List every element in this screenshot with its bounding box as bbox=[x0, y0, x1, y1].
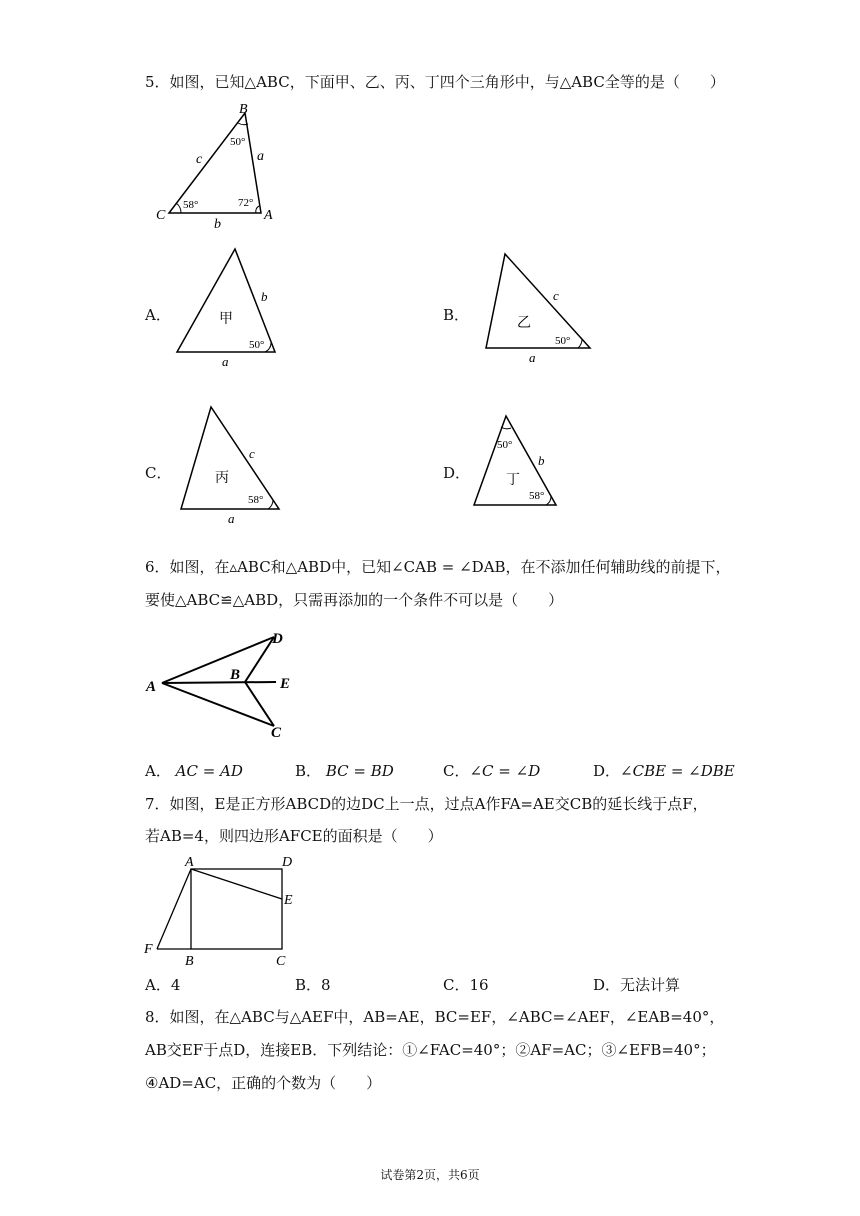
q5-side-b: b bbox=[214, 217, 221, 232]
q6-point-e: E bbox=[280, 676, 291, 692]
q7-option-a[interactable] bbox=[145, 974, 180, 995]
q7-option-d[interactable] bbox=[593, 974, 680, 995]
q7-option-b-label: B． bbox=[295, 976, 322, 994]
q7-option-d-label: D． bbox=[593, 976, 621, 994]
q7-point-b: B bbox=[185, 954, 194, 969]
q6-option-c-text: ∠C = ∠D bbox=[469, 762, 541, 780]
q5-option-d-label[interactable]: D． bbox=[443, 464, 471, 482]
q6-point-b: B bbox=[230, 667, 241, 683]
q7-point-e: E bbox=[284, 893, 293, 908]
q5-option-c-label[interactable]: C． bbox=[145, 464, 172, 482]
q6-option-a-label: A． bbox=[145, 762, 171, 780]
q5-side-c: c bbox=[196, 152, 203, 167]
q6-point-c: C bbox=[271, 725, 282, 741]
q6-stem-line2: 要使△ABC≌△ABD，只需再添加的一个条件不可以是（ ） bbox=[145, 591, 564, 609]
q5-vertex-a: A bbox=[264, 208, 273, 223]
q5-option-b-side2: a bbox=[529, 350, 536, 365]
q6-stem-line1: 6．如图，在▵ABC和△ABD中，已知∠CAB = ∠DAB，在不添加任何辅助线的前提下， bbox=[145, 558, 731, 576]
q6-option-d-label: D． bbox=[593, 762, 621, 780]
q7-point-d: D bbox=[282, 855, 293, 870]
q5-vertex-c: C bbox=[156, 208, 166, 223]
q7-option-a-label: A． bbox=[145, 976, 171, 994]
q5-option-b-angle: 50° bbox=[555, 335, 571, 347]
q5-option-d-angle-top: 50° bbox=[497, 439, 513, 451]
q5-option-d-name: 丁 bbox=[506, 473, 520, 488]
q6-point-a: A bbox=[146, 679, 157, 695]
q7-option-b[interactable] bbox=[295, 974, 331, 995]
q7-point-c: C bbox=[276, 954, 286, 969]
q5-option-b-name: 乙 bbox=[517, 316, 531, 331]
q6-point-d: D bbox=[272, 631, 283, 647]
q5-side-a: a bbox=[257, 149, 264, 164]
q5-angle-a: 72° bbox=[238, 197, 254, 209]
q5-option-a-label[interactable]: A． bbox=[145, 306, 171, 324]
q5-option-c-side1: c bbox=[249, 446, 255, 461]
q5-option-c-angle: 58° bbox=[248, 494, 264, 506]
q5-option-a-name: 甲 bbox=[219, 312, 233, 327]
q8-stem-line3: ④AD=AC，正确的个数为（ ） bbox=[145, 1074, 382, 1092]
q7-stem-line2: 若AB=4，则四边形AFCE的面积是（ ） bbox=[145, 827, 443, 845]
q5-option-b-label[interactable]: B． bbox=[443, 306, 470, 324]
q6-option-b-label: B． bbox=[295, 762, 322, 780]
q5-stem: 5．如图，已知△ABC，下面甲、乙、丙、丁四个三角形中，与△ABC全等的是（ ） bbox=[145, 73, 725, 91]
q5-option-a-side2: a bbox=[222, 354, 229, 369]
q7-option-b-text: 8 bbox=[321, 976, 331, 994]
q5-option-b-side1: c bbox=[553, 288, 559, 303]
q5-option-c-name: 丙 bbox=[215, 471, 229, 486]
q5-option-c-side2: a bbox=[228, 511, 235, 526]
page-footer: 试卷第2页，共6页 bbox=[380, 1168, 480, 1182]
q7-option-c[interactable] bbox=[443, 974, 489, 995]
q5-option-a-angle: 50° bbox=[249, 339, 265, 351]
q5-option-d-side1: b bbox=[538, 453, 545, 468]
q6-option-c-label: C． bbox=[443, 762, 470, 780]
q7-point-f: F bbox=[144, 942, 153, 957]
q5-vertex-b: B bbox=[239, 102, 248, 117]
q6-option-d-text: ∠CBE = ∠DBE bbox=[620, 762, 735, 780]
q5-angle-c: 58° bbox=[183, 199, 199, 211]
q8-stem-line1: 8．如图，在△ABC与△AEF中，AB=AE，BC=EF，∠ABC=∠AEF，∠EAB=40°， bbox=[145, 1008, 725, 1026]
q7-option-c-label: C． bbox=[443, 976, 470, 994]
q5-option-d-angle: 58° bbox=[529, 490, 545, 502]
q7-stem-line1: 7．如图，E是正方形ABCD的边DC上一点，过点A作FA=AE交CB的延长线于点F， bbox=[145, 795, 708, 813]
q6-option-b-text: BC = BD bbox=[325, 762, 394, 780]
q7-option-a-text: 4 bbox=[170, 976, 181, 994]
q7-option-d-text: 无法计算 bbox=[620, 976, 681, 994]
q7-point-a: A bbox=[185, 855, 194, 870]
q8-stem-line2: AB交EF于点D，连接EB．下列结论：①∠FAC=40°；②AF=AC；③∠EFB=40°； bbox=[145, 1041, 716, 1059]
q5-angle-b: 50° bbox=[230, 136, 246, 148]
q6-option-a-text: AC = AD bbox=[175, 762, 243, 780]
q7-option-c-text: 16 bbox=[469, 976, 489, 994]
q5-option-a-side1: b bbox=[261, 289, 268, 304]
